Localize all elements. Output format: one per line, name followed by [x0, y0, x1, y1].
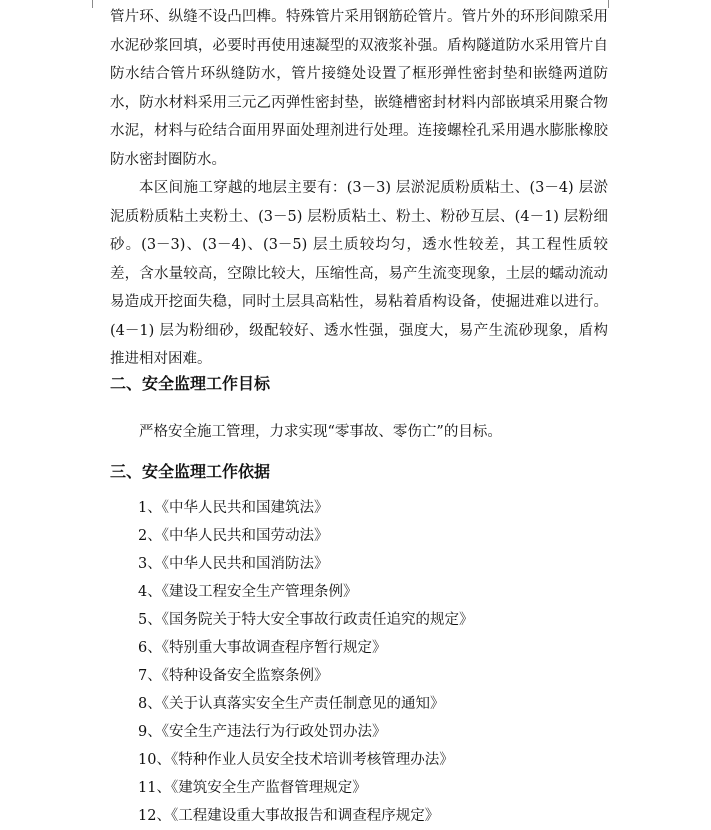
paragraph-lining-waterproofing: 管片环、纵缝不设凸凹榫。特殊管片采用钢筋砼管片。管片外的环形间隙采用水泥砂浆回填，必要时再使用速凝型的双液浆补强。盾构隧道防水采用管片自防水结合管片环纵缝防水，管片接缝处设置了框形弹性密封垫和嵌缝两道防水，防水材料采用三元乙丙弹性密封垫，嵌缝槽密封材料内部嵌填采用聚合物水泥，材料与砼结合面用界面处理剂进行处理。连接螺栓孔采用遇水膨胀橡胶防水密封圈防水。	[110, 9, 608, 168]
list-item: 7、《特种设备安全监察条例》	[138, 668, 329, 684]
list-item: 1、《中华人民共和国建筑法》	[138, 500, 329, 516]
section-heading-safety-basis: 三、安全监理工作依据	[110, 462, 271, 481]
list-item: 8、《关于认真落实安全生产责任制意见的通知》	[138, 696, 445, 712]
safety-goal-text: 严格安全施工管理，力求实现“零事故、零伤亡”的目标。	[139, 424, 502, 440]
list-item: 10、《特种作业人员安全技术培训考核管理办法》	[138, 752, 454, 768]
section-heading-safety-goals: 二、安全监理工作目标	[110, 374, 271, 393]
list-item: 12、《工程建设重大事故报告和调查程序规定》	[138, 808, 440, 824]
list-item: 5、《国务院关于特大安全事故行政责任追究的规定》	[138, 612, 474, 628]
list-item: 2、《中华人民共和国劳动法》	[138, 528, 329, 544]
list-item: 9、《安全生产违法行为行政处罚办法》	[138, 724, 387, 740]
regulation-list	[138, 494, 473, 830]
list-item: 4、《建设工程安全生产管理条例》	[138, 584, 358, 600]
list-item: 11、《建筑安全生产监督管理规定》	[138, 780, 367, 796]
margin-mark-left	[92, 0, 93, 8]
list-item: 6、《特别重大事故调查程序暂行规定》	[138, 640, 387, 656]
margin-mark-right	[608, 0, 609, 8]
list-item: 3、《中华人民共和国消防法》	[138, 556, 329, 572]
paragraph-strata: 本区间施工穿越的地层主要有：(3－3) 层淤泥质粉质粘土、(3－4) 层淤泥质粉质粘土夹粉土、(3－5) 层粉质粘土、粉土、粉砂互层、(4－1) 层粉细砂。(3－3)、(3－4)、(3－5) 层土质较均匀，透水性较差，其工程性质较差，含水量较高，空隙比较大，压缩性高，易产生流变现象，土层的蠕动流动易造成开挖面失稳，同时土层具高粘性，易粘着盾构设备，使掘进难以进行。(4－1) 层为粉细砂，级配较好、透水性强，强度大，易产生流砂现象，盾构推进相对困难。	[110, 180, 608, 367]
